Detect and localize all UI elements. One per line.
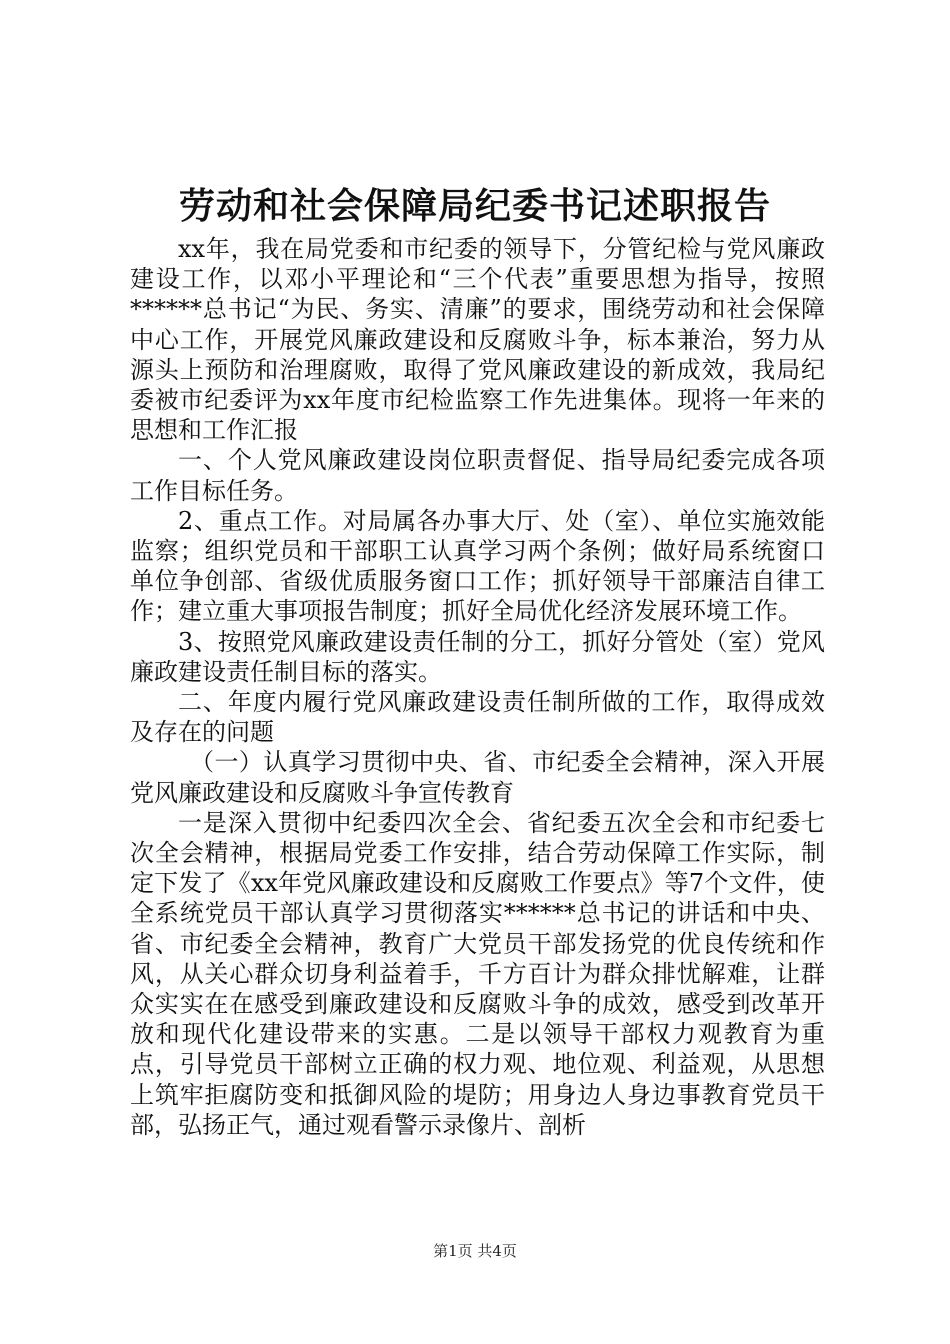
- paragraph-section-1: 一、个人党风廉政建设岗位职责督促、指导局纪委完成各项工作目标任务。: [130, 446, 825, 505]
- page-number: 第1页 共4页: [433, 1242, 517, 1260]
- paragraph-intro: xx年，我在局党委和市纪委的领导下，分管纪检与党风廉政建设工作，以邓小平理论和“三个代表”重要思想为指导，按照******总书记“为民、务实、清廉”的要求，围绕劳动和社会保障中心工作，开展党风廉政建设和反腐败斗争，标本兼治，努力从源头上预防和治理腐败，取得了党风廉政建设的新成效，我局纪委被市纪委评为xx年度市纪检监察工作先进集体。现将一年来的思想和工作汇报: [130, 235, 825, 445]
- document-body: [130, 234, 825, 1140]
- document-title: 劳动和社会保障局纪委书记述职报告: [178, 185, 771, 227]
- paragraph-detail: 一是深入贯彻中纪委四次全会、省纪委五次全会和市纪委七次全会精神，根据局党委工作安排，结合劳动保障工作实际，制定下发了《xx年党风廉政建设和反腐败工作要点》等7个文件，使全系统党员干部认真学习贯彻落实******总书记的讲话和中央、省、市纪委全会精神，教育广大党员干部发扬党的优良传统和作风，从关心群众切身利益着手，千方百计为群众排忧解难，让群众实实在在感受到廉政建设和反腐败斗争的成效，感受到改革开放和现代化建设带来的实惠。二是以领导干部权力观教育为重点，引导党员干部树立正确的权力观、地位观、利益观，从思想上筑牢拒腐防变和抵御风险的堤防；用身边人身边事教育党员干部，弘扬正气，通过观看警示录像片、剖析: [130, 808, 825, 1139]
- paragraph-section-2: 二、年度内履行党风廉政建设责任制所做的工作，取得成效及存在的问题: [130, 688, 825, 747]
- paragraph-subsection-1: （一）认真学习贯彻中央、省、市纪委全会精神，深入开展党风廉政建设和反腐败斗争宣传教育: [130, 748, 825, 807]
- paragraph-item-3: 3、按照党风廉政建设责任制的分工，抓好分管处（室）党风廉政建设责任制目标的落实。: [130, 627, 825, 686]
- paragraph-item-2: 2、重点工作。对局属各办事大厅、处（室）、单位实施效能监察；组织党员和干部职工认真学习两个条例；做好局系统窗口单位争创部、省级优质服务窗口工作；抓好领导干部廉洁自律工作；建立重大事项报告制度；抓好全局优化经济发展环境工作。: [130, 506, 825, 626]
